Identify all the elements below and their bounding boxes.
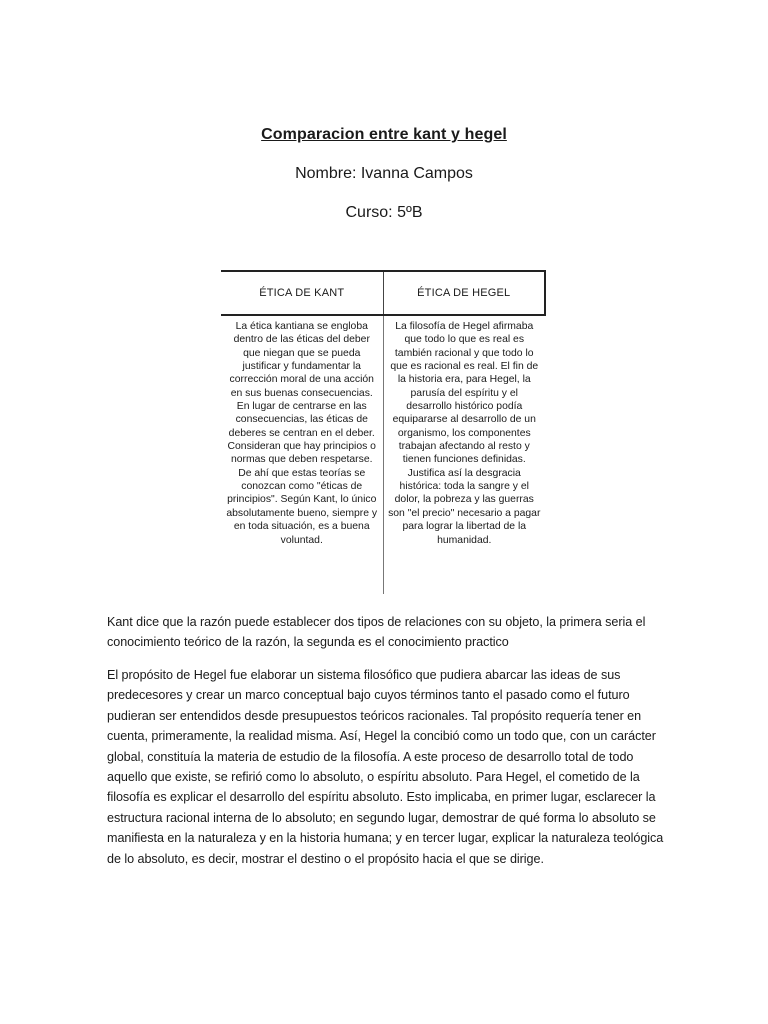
kant-ethics-cell: La ética kantiana se engloba dentro de las éticas del deber que niegan que se pueda justificar y fundamentar la corrección moral de una acción en sus buenas consecuencias. En lugar de centrarse en las consecuencias, las éticas de deberes se centran en el deber. Consideran que hay principios o normas que deben respetarse. De ahí que estas teorías se conozcan como "éticas de principios". Según Kant, lo único absolutamente bueno, siempre y en toda situación, es a buena voluntad. [221, 315, 383, 594]
student-name: Nombre: Ivanna Campos [295, 165, 473, 182]
table-header-row [221, 271, 545, 315]
document-title: Comparacion entre kant y hegel [261, 126, 507, 143]
header-hegel: ÉTICA DE HEGEL [383, 271, 545, 315]
course-label: Curso: 5ºB [345, 204, 423, 221]
comparison-table [221, 270, 546, 594]
hegel-ethics-cell: La filosofía de Hegel afirmaba que todo lo que es real es también racional y que todo lo que es racional es real. El fin de la historia era, para Hegel, la parusía del espíritu y el desarrollo histórico podía equipararse al desarrollo de un organismo, los componentes trabajan afectando al resto y tienen funciones definidas. Justifica así la desgracia histórica: toda la sangre y el dolor, la pobreza y las guerras son "el precio" necesario a pagar para lograr la libertad de la humanidad. [388, 321, 541, 546]
comparison-table-image [221, 270, 546, 592]
table-row [221, 315, 545, 594]
header-kant: ÉTICA DE KANT [221, 271, 383, 315]
paragraph-kant-reason: Kant dice que la razón puede establecer dos tipos de relaciones con su objeto, la primera seria el conocimiento teórico de la razón, la segunda es el conocimiento practico [107, 615, 646, 650]
paragraph-hegel-purpose: El propósito de Hegel fue elaborar un sistema filosófico que pudiera abarcar las ideas de sus predecesores y crear un marco conceptual bajo cuyos términos tanto el pasado como el futuro pudieran ser entendidos desde presupuestos teóricos racionales. Tal propósito requería tener en cuenta, primeramente, la realidad misma. Así, Hegel la concibió como un todo que, con un carácter global, constituía la materia de estudio de la filosofía. A este proceso de desarrollo total de todo aquello que existe, se refirió como lo absoluto, o espíritu absoluto. Para Hegel, el cometido de la filosofía es explicar el desarrollo del espíritu absoluto. Esto implicaba, en primer lugar, esclarecer la estructura racional interna de lo absoluto; en segundo lugar, demostrar de qué forma lo absoluto se manifiesta en la naturaleza y en la historia humana; y en tercer lugar, explicar la naturaleza teológica de lo absoluto, es decir, mostrar el destino o el propósito hacia el que se dirige. [107, 668, 664, 866]
